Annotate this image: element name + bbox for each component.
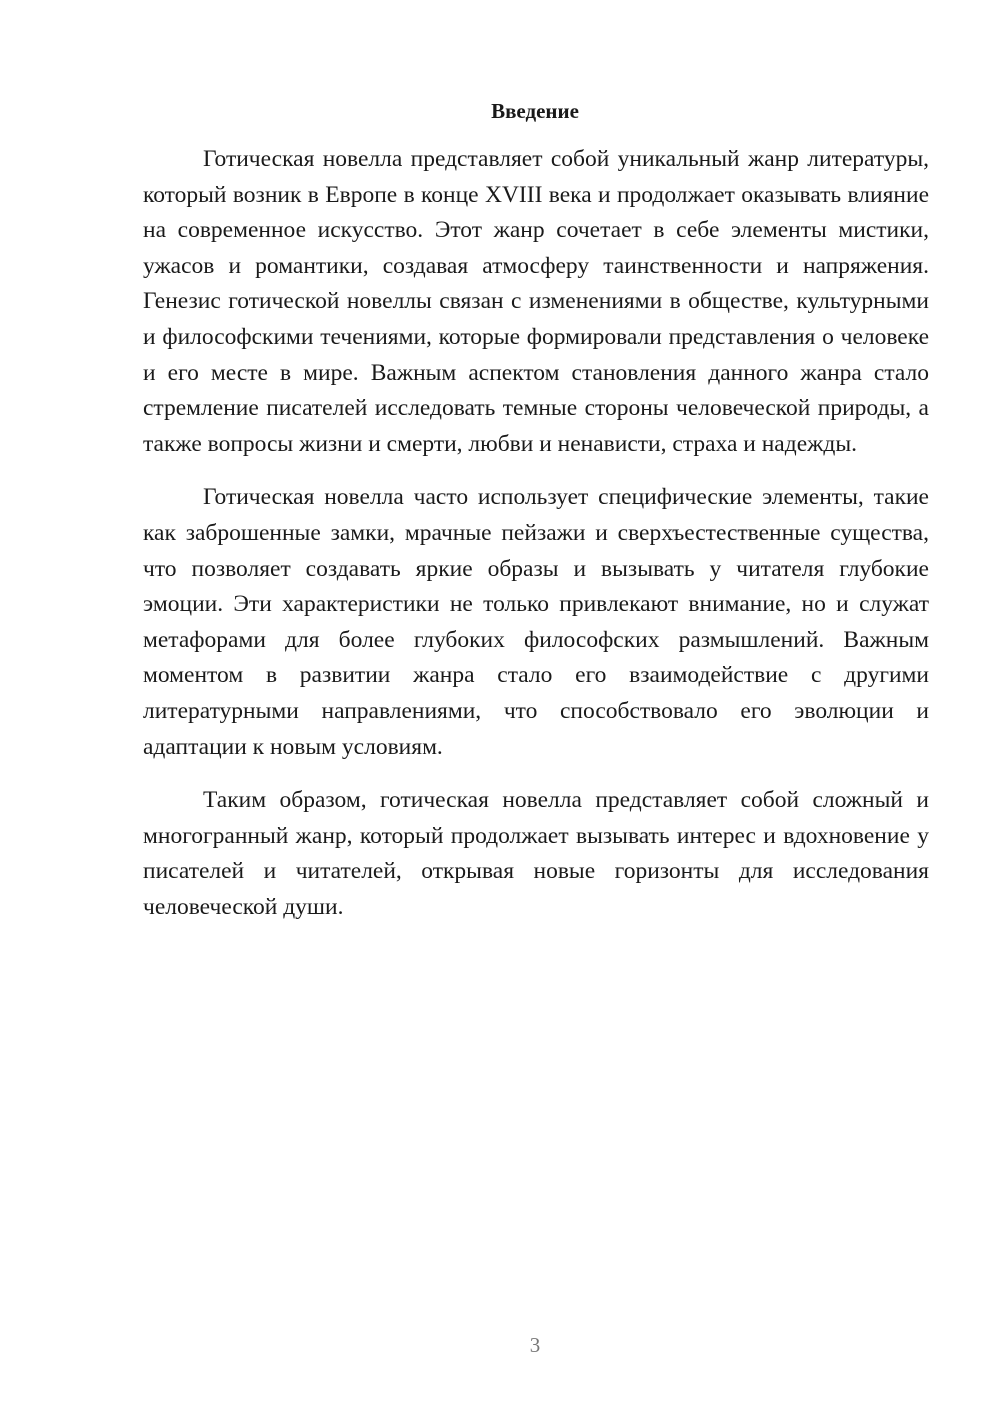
page-title: Введение [491, 99, 579, 123]
body-text [143, 142, 929, 943]
paragraph-3: Таким образом, готическая новелла представляет собой сложный и многогранный жанр, который продолжает вызывать интерес и вдохновение у писателей и читателей, открывая новые горизонты для исследования человеческой души. [143, 787, 929, 920]
page-number: 3 [529, 1333, 541, 1357]
paragraph-2: Готическая новелла часто использует специфические элементы, такие как заброшенные замки, мрачные пейзажи и сверхъестественные существа, что позволяет создавать яркие образы и вызывать у читателя глубокие эмоции. Эти характеристики не только привлекают внимание, но и служат метафорами для более глубоких философских размышлений. Важным моментом в развитии жанра стало его взаимодействие с другими литературными направлениями, что способствовало его эволюции и адаптации к новым условиям. [143, 484, 929, 760]
paragraph-1: Готическая новелла представляет собой уникальный жанр литературы, который возник в Европе в конце XVIII века и продолжает оказывать влияние на современное искусство. Этот жанр сочетает в себе элементы мистики, ужасов и романтики, создавая атмосферу таинственности и напряжения. Генезис готической новеллы связан с изменениями в обществе, культурными и философскими течениями, которые формировали представления о человеке и его месте в мире. Важным аспектом становления данного жанра стало стремление писателей исследовать темные стороны человеческой природы, а также вопросы жизни и смерти, любви и ненависти, страха и надежды. [143, 146, 929, 457]
